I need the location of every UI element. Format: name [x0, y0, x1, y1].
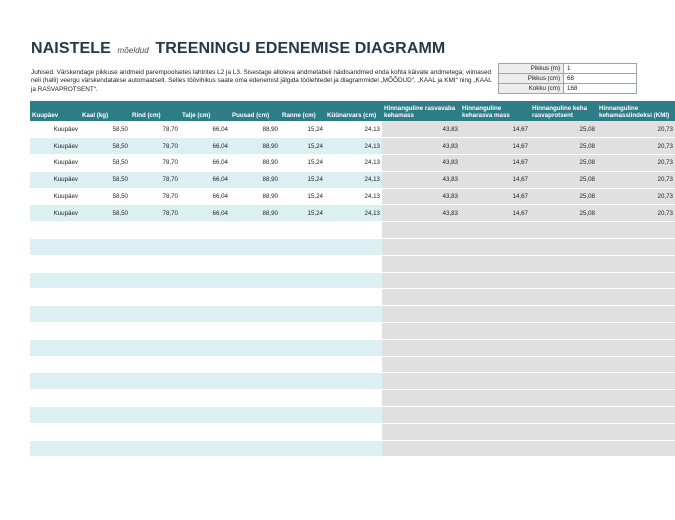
table-cell[interactable]	[80, 390, 130, 407]
table-cell[interactable]	[130, 323, 180, 340]
table-cell[interactable]	[80, 222, 130, 239]
table-cell[interactable]	[230, 289, 280, 306]
table-cell[interactable]	[180, 323, 230, 340]
table-cell[interactable]	[30, 323, 80, 340]
calculated-cell[interactable]	[382, 255, 460, 272]
settings-row	[499, 64, 637, 74]
table-cell[interactable]	[130, 373, 180, 390]
table-cell[interactable]	[280, 440, 325, 457]
table-cell[interactable]	[180, 339, 230, 356]
calculated-cell[interactable]	[382, 272, 460, 289]
table-cell[interactable]: 66,04	[180, 138, 230, 155]
table-cell[interactable]	[180, 289, 230, 306]
calculated-cell[interactable]	[460, 440, 530, 457]
table-cell[interactable]	[30, 423, 80, 440]
column-header[interactable]: Talje (cm)	[180, 101, 230, 121]
table-header-row	[30, 101, 675, 121]
table-cell[interactable]	[30, 306, 80, 323]
calculated-cell[interactable]: 20,73	[597, 121, 675, 138]
table-cell[interactable]	[230, 339, 280, 356]
table-cell[interactable]	[180, 239, 230, 256]
table-cell[interactable]: Kuupäev	[30, 205, 80, 222]
calculated-cell[interactable]: 14,67	[460, 138, 530, 155]
table-cell[interactable]: 66,04	[180, 188, 230, 205]
table-cell[interactable]	[80, 272, 130, 289]
table-row	[30, 155, 675, 172]
calculated-cell[interactable]: 14,67	[460, 188, 530, 205]
table-cell[interactable]	[80, 306, 130, 323]
calculated-cell[interactable]: 43,83	[382, 138, 460, 155]
calculated-cell[interactable]	[460, 407, 530, 424]
calculated-cell[interactable]	[530, 306, 597, 323]
calculated-cell[interactable]	[460, 323, 530, 340]
table-cell[interactable]	[130, 390, 180, 407]
table-cell[interactable]: 66,04	[180, 171, 230, 188]
table-row	[30, 171, 675, 188]
table-cell[interactable]	[180, 306, 230, 323]
table-cell[interactable]	[180, 373, 230, 390]
calculated-cell[interactable]	[530, 407, 597, 424]
column-header[interactable]: Hinnanguline kehamassiindeksi (KMI)	[597, 101, 675, 121]
calculated-cell[interactable]	[382, 339, 460, 356]
table-cell[interactable]	[280, 390, 325, 407]
settings-table	[498, 63, 637, 94]
calculated-cell[interactable]: 25,08	[530, 171, 597, 188]
table-cell[interactable]	[30, 272, 80, 289]
title-sub: mõeldud	[117, 46, 149, 55]
table-cell[interactable]	[280, 323, 325, 340]
table-cell[interactable]	[325, 239, 382, 256]
calculated-cell[interactable]	[382, 390, 460, 407]
settings-row	[499, 84, 637, 94]
column-header[interactable]: Hinnanguline keha rasvaprotsent	[530, 101, 597, 121]
table-cell[interactable]	[130, 239, 180, 256]
table-cell[interactable]	[280, 239, 325, 256]
table-cell[interactable]	[280, 423, 325, 440]
table-cell[interactable]	[325, 289, 382, 306]
column-header[interactable]: Küünarvars (cm)	[325, 101, 382, 121]
table-cell[interactable]	[130, 272, 180, 289]
table-cell[interactable]	[230, 222, 280, 239]
table-cell[interactable]: 58,50	[80, 121, 130, 138]
table-cell[interactable]: 15,24	[280, 155, 325, 172]
table-row	[30, 356, 675, 373]
table-cell[interactable]: 66,04	[180, 155, 230, 172]
table-row	[30, 188, 675, 205]
table-cell[interactable]: 78,70	[130, 138, 180, 155]
table-cell[interactable]	[230, 423, 280, 440]
table-cell[interactable]: 88,90	[230, 171, 280, 188]
table-cell[interactable]: Kuupäev	[30, 155, 80, 172]
calculated-cell[interactable]: 25,08	[530, 188, 597, 205]
table-cell[interactable]	[130, 407, 180, 424]
column-header[interactable]: Hinnanguline rasvavaba kehamass	[382, 101, 460, 121]
column-header[interactable]: Ranne (cm)	[280, 101, 325, 121]
table-row	[30, 390, 675, 407]
table-cell[interactable]	[180, 356, 230, 373]
settings-row	[499, 74, 637, 84]
table-cell[interactable]	[325, 407, 382, 424]
calculated-cell[interactable]	[530, 423, 597, 440]
table-cell[interactable]	[230, 440, 280, 457]
calculated-cell[interactable]: 14,67	[460, 155, 530, 172]
calculated-cell[interactable]	[382, 423, 460, 440]
calculated-cell[interactable]: 43,83	[382, 121, 460, 138]
table-cell[interactable]	[80, 323, 130, 340]
calculated-cell[interactable]	[530, 255, 597, 272]
table-row	[30, 423, 675, 440]
table-cell[interactable]	[230, 356, 280, 373]
table-cell[interactable]: 78,70	[130, 155, 180, 172]
table-row	[30, 205, 675, 222]
column-header[interactable]: Rind (cm)	[130, 101, 180, 121]
table-cell[interactable]: 15,24	[280, 188, 325, 205]
table-cell[interactable]	[325, 390, 382, 407]
calculated-cell[interactable]	[382, 323, 460, 340]
table-cell[interactable]: 24,13	[325, 205, 382, 222]
table-cell[interactable]: 58,50	[80, 188, 130, 205]
calculated-cell[interactable]: 25,08	[530, 155, 597, 172]
table-row	[30, 440, 675, 457]
calculated-cell[interactable]: 20,73	[597, 188, 675, 205]
calculated-cell[interactable]	[597, 222, 675, 239]
table-cell[interactable]	[280, 339, 325, 356]
table-cell[interactable]	[230, 390, 280, 407]
calculated-cell[interactable]	[597, 289, 675, 306]
calculated-cell[interactable]	[382, 440, 460, 457]
calculated-cell[interactable]: 43,83	[382, 205, 460, 222]
calculated-cell[interactable]	[382, 222, 460, 239]
table-cell[interactable]	[30, 255, 80, 272]
calculated-cell[interactable]	[597, 356, 675, 373]
table-cell[interactable]: 24,13	[325, 138, 382, 155]
calculated-cell[interactable]	[530, 356, 597, 373]
calculated-cell[interactable]: 20,73	[597, 138, 675, 155]
calculated-cell[interactable]	[530, 323, 597, 340]
calculated-cell[interactable]: 25,08	[530, 205, 597, 222]
settings-value[interactable]: 1	[564, 64, 637, 74]
table-cell[interactable]	[325, 323, 382, 340]
table-cell[interactable]: 78,70	[130, 205, 180, 222]
settings-label: Pikkus (cm)	[499, 74, 564, 84]
table-cell[interactable]: 88,90	[230, 188, 280, 205]
table-cell[interactable]	[30, 440, 80, 457]
table-cell[interactable]: 88,90	[230, 205, 280, 222]
calculated-cell[interactable]: 20,73	[597, 155, 675, 172]
table-cell[interactable]	[325, 356, 382, 373]
calculated-cell[interactable]	[530, 373, 597, 390]
calculated-cell[interactable]	[460, 356, 530, 373]
calculated-cell[interactable]	[530, 390, 597, 407]
calculated-cell[interactable]: 14,67	[460, 171, 530, 188]
calculated-cell[interactable]: 25,08	[530, 121, 597, 138]
calculated-cell[interactable]: 43,83	[382, 171, 460, 188]
calculated-cell[interactable]	[382, 239, 460, 256]
settings-label: Pikkus (m)	[499, 64, 564, 74]
table-cell[interactable]: Kuupäev	[30, 171, 80, 188]
table-cell[interactable]: 24,13	[325, 121, 382, 138]
calculated-cell[interactable]	[460, 423, 530, 440]
title-right: TREENINGU EDENEMISE DIAGRAMM	[155, 40, 446, 57]
table-cell[interactable]	[180, 423, 230, 440]
calculated-cell[interactable]	[460, 373, 530, 390]
table-cell[interactable]	[230, 306, 280, 323]
table-cell[interactable]	[30, 390, 80, 407]
table-cell[interactable]	[230, 323, 280, 340]
table-cell[interactable]	[30, 339, 80, 356]
calculated-cell[interactable]: 43,83	[382, 188, 460, 205]
calculated-cell[interactable]: 14,67	[460, 121, 530, 138]
calculated-cell[interactable]	[597, 440, 675, 457]
table-cell[interactable]	[130, 423, 180, 440]
table-row	[30, 373, 675, 390]
settings-label: Kokku (cm)	[499, 84, 564, 94]
table-row	[30, 239, 675, 256]
table-cell[interactable]	[325, 423, 382, 440]
table-row	[30, 222, 675, 239]
table-cell[interactable]	[80, 356, 130, 373]
table-row	[30, 138, 675, 155]
table-cell[interactable]	[325, 373, 382, 390]
table-row	[30, 255, 675, 272]
data-table	[30, 101, 675, 457]
table-cell[interactable]	[30, 356, 80, 373]
calculated-cell[interactable]	[597, 339, 675, 356]
table-cell[interactable]: 66,04	[180, 121, 230, 138]
table-cell[interactable]: 15,24	[280, 138, 325, 155]
calculated-cell[interactable]	[597, 306, 675, 323]
page-title	[31, 40, 445, 58]
calculated-cell[interactable]	[597, 373, 675, 390]
calculated-cell[interactable]	[597, 323, 675, 340]
calculated-cell[interactable]	[530, 339, 597, 356]
table-row	[30, 121, 675, 138]
table-cell[interactable]	[280, 255, 325, 272]
table-cell[interactable]	[180, 272, 230, 289]
table-cell[interactable]	[130, 306, 180, 323]
table-cell[interactable]	[130, 339, 180, 356]
calculated-cell[interactable]	[460, 306, 530, 323]
table-cell[interactable]	[325, 440, 382, 457]
table-row	[30, 306, 675, 323]
table-cell[interactable]	[180, 407, 230, 424]
calculated-cell[interactable]	[597, 407, 675, 424]
table-row	[30, 339, 675, 356]
calculated-cell[interactable]	[382, 356, 460, 373]
table-cell[interactable]	[30, 289, 80, 306]
calculated-cell[interactable]: 20,73	[597, 171, 675, 188]
table-cell[interactable]	[280, 289, 325, 306]
table-cell[interactable]	[230, 239, 280, 256]
table-cell[interactable]: 15,24	[280, 205, 325, 222]
table-cell[interactable]	[325, 222, 382, 239]
calculated-cell[interactable]	[460, 289, 530, 306]
table-cell[interactable]	[230, 255, 280, 272]
table-cell[interactable]	[280, 222, 325, 239]
table-row	[30, 289, 675, 306]
table-cell[interactable]: 78,70	[130, 188, 180, 205]
calculated-cell[interactable]	[460, 390, 530, 407]
calculated-cell[interactable]	[460, 255, 530, 272]
table-cell[interactable]	[180, 390, 230, 407]
title-left: NAISTELE	[31, 40, 111, 57]
table-cell[interactable]: 15,24	[280, 171, 325, 188]
calculated-cell[interactable]	[382, 289, 460, 306]
table-cell[interactable]: Kuupäev	[30, 121, 80, 138]
calculated-cell[interactable]	[460, 239, 530, 256]
table-cell[interactable]: Kuupäev	[30, 138, 80, 155]
table-cell[interactable]	[80, 239, 130, 256]
table-cell[interactable]: 78,70	[130, 121, 180, 138]
table-cell[interactable]	[30, 407, 80, 424]
table-cell[interactable]	[30, 222, 80, 239]
calculated-cell[interactable]	[460, 222, 530, 239]
calculated-cell[interactable]: 14,67	[460, 205, 530, 222]
table-cell[interactable]	[325, 272, 382, 289]
table-cell[interactable]: 66,04	[180, 205, 230, 222]
calculated-cell[interactable]	[460, 272, 530, 289]
table-cell[interactable]: 58,50	[80, 138, 130, 155]
table-cell[interactable]	[230, 407, 280, 424]
instructions-text: Juhised. Värskendage pikkuse andmeid parempoolsetes lahtrites L2 ja L3. Sisestage alloleva andmetabeli näidisandmed enda kohta käivate andmetega; viimased neli (halli) veergu värskendatakse automaatselt. Selles töövihikus saate oma edenemist jälgida töölehtedel ja diagrammidel „MÕÕDUD“, „KAAL ja KMI“ ning „KAAL ja RASVAPROTSENT“.	[31, 69, 492, 93]
table-cell[interactable]	[130, 222, 180, 239]
table-cell[interactable]	[130, 440, 180, 457]
calculated-cell[interactable]	[597, 423, 675, 440]
table-cell[interactable]	[180, 222, 230, 239]
table-cell[interactable]	[325, 306, 382, 323]
table-cell[interactable]	[80, 423, 130, 440]
table-cell[interactable]: Kuupäev	[30, 188, 80, 205]
table-row	[30, 272, 675, 289]
table-cell[interactable]	[180, 255, 230, 272]
column-header[interactable]: Kaal (kg)	[80, 101, 130, 121]
table-cell[interactable]: 88,90	[230, 121, 280, 138]
table-row	[30, 323, 675, 340]
table-cell[interactable]	[280, 272, 325, 289]
table-cell[interactable]	[30, 239, 80, 256]
calculated-cell[interactable]	[597, 239, 675, 256]
column-header[interactable]: Hinnanguline keharasva mass	[460, 101, 530, 121]
table-cell[interactable]	[280, 306, 325, 323]
table-cell[interactable]: 78,70	[130, 171, 180, 188]
calculated-cell[interactable]	[530, 440, 597, 457]
table-cell[interactable]: 58,50	[80, 155, 130, 172]
settings-value[interactable]: 68	[564, 74, 637, 84]
calculated-cell[interactable]	[382, 407, 460, 424]
table-cell[interactable]	[180, 440, 230, 457]
table-cell[interactable]	[80, 339, 130, 356]
calculated-cell[interactable]	[530, 272, 597, 289]
table-cell[interactable]	[325, 255, 382, 272]
table-cell[interactable]	[30, 373, 80, 390]
settings-value[interactable]: 168	[564, 84, 637, 94]
calculated-cell[interactable]: 43,83	[382, 155, 460, 172]
table-cell[interactable]	[80, 407, 130, 424]
calculated-cell[interactable]	[530, 239, 597, 256]
table-cell[interactable]	[230, 373, 280, 390]
table-cell[interactable]: 58,50	[80, 205, 130, 222]
table-cell[interactable]	[80, 440, 130, 457]
table-cell[interactable]: 58,50	[80, 171, 130, 188]
table-cell[interactable]	[230, 272, 280, 289]
table-cell[interactable]: 15,24	[280, 121, 325, 138]
calculated-cell[interactable]: 20,73	[597, 205, 675, 222]
calculated-cell[interactable]	[597, 272, 675, 289]
calculated-cell[interactable]	[530, 222, 597, 239]
table-row	[30, 407, 675, 424]
table-cell[interactable]: 88,90	[230, 155, 280, 172]
calculated-cell[interactable]: 25,08	[530, 138, 597, 155]
calculated-cell[interactable]	[530, 289, 597, 306]
calculated-cell[interactable]	[597, 390, 675, 407]
table-cell[interactable]	[280, 407, 325, 424]
table-cell[interactable]	[280, 356, 325, 373]
table-cell[interactable]: 88,90	[230, 138, 280, 155]
table-cell[interactable]	[325, 339, 382, 356]
table-cell[interactable]: 24,13	[325, 188, 382, 205]
table-cell[interactable]	[80, 373, 130, 390]
column-header[interactable]: Puusad (cm)	[230, 101, 280, 121]
table-cell[interactable]: 24,13	[325, 171, 382, 188]
table-cell[interactable]	[130, 255, 180, 272]
calculated-cell[interactable]	[597, 255, 675, 272]
calculated-cell[interactable]	[382, 373, 460, 390]
table-cell[interactable]	[130, 356, 180, 373]
calculated-cell[interactable]	[382, 306, 460, 323]
table-cell[interactable]	[80, 255, 130, 272]
table-cell[interactable]	[130, 289, 180, 306]
table-cell[interactable]	[280, 373, 325, 390]
calculated-cell[interactable]	[460, 339, 530, 356]
table-cell[interactable]	[80, 289, 130, 306]
table-cell[interactable]: 24,13	[325, 155, 382, 172]
column-header[interactable]: Kuupäev	[30, 101, 80, 121]
